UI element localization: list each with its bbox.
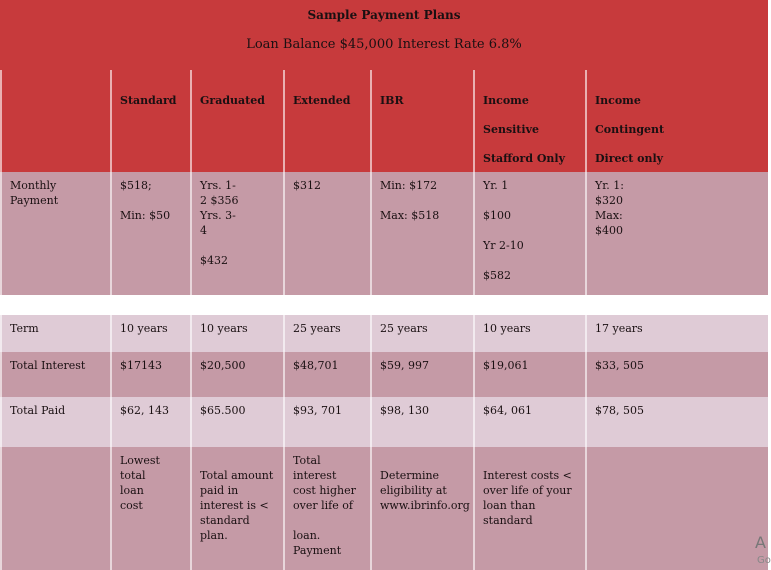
table-subtitle: Loan Balance $45,000 Interest Rate 6.8% (246, 37, 522, 52)
table-cell: Total amount paid in interest is < standard plan. (190, 447, 283, 570)
table-cell: $33, 505 (585, 352, 768, 397)
table-cell (110, 425, 190, 447)
table-cell: Yr. 1 $100 Yr 2-10 $582 (473, 172, 585, 295)
table-title: Sample Payment Plans (307, 8, 461, 22)
table-cell: $59, 997 (370, 352, 473, 397)
column-header: Income Contingent Direct only (585, 70, 768, 172)
table-title-bar (0, 0, 768, 70)
table-cell: 10 years (190, 315, 283, 352)
watermark-text-2: Go (757, 555, 771, 566)
table-cell: Yrs. 1- 2 $356 Yrs. 3- 4 $432 (190, 172, 283, 295)
watermark-text: A (755, 533, 766, 552)
column-header: Extended (283, 70, 370, 172)
table-cell: $312 (283, 172, 370, 295)
table-cell: $78, 505 (585, 397, 768, 425)
column-header (0, 70, 110, 172)
table-cell: $20,500 (190, 352, 283, 397)
row-label: Total Interest (0, 352, 110, 397)
table-cell (585, 447, 768, 570)
row-label: Total Paid (0, 397, 110, 425)
table-cell (473, 425, 585, 447)
table-row (0, 352, 768, 397)
table-cell: Min: $172 Max: $518 (370, 172, 473, 295)
table-row (0, 172, 768, 295)
table-cell (585, 425, 768, 447)
table-cell: $518; Min: $50 (110, 172, 190, 295)
table-cell: 25 years (283, 315, 370, 352)
column-header: Income Sensitive Stafford Only (473, 70, 585, 172)
table-cell (370, 425, 473, 447)
header-row (0, 70, 768, 172)
table-cell: Total interest cost higher over life of loan. Payment (283, 447, 370, 570)
table-cell (190, 425, 283, 447)
table-cell: $65.500 (190, 397, 283, 425)
table-cell: $64, 061 (473, 397, 585, 425)
table-row (0, 397, 768, 425)
column-header: Standard (110, 70, 190, 172)
column-header: Graduated (190, 70, 283, 172)
table-cell: $98, 130 (370, 397, 473, 425)
table-cell: Lowest total loan cost (110, 447, 190, 570)
table-cell: 10 years (473, 315, 585, 352)
row-label (0, 447, 110, 570)
table-cell: $93, 701 (283, 397, 370, 425)
table-row (0, 425, 768, 447)
table-cell: 17 years (585, 315, 768, 352)
table-cell (283, 425, 370, 447)
row-label: Monthly Payment (0, 172, 110, 295)
table-row (0, 447, 768, 570)
table-cell: $17143 (110, 352, 190, 397)
column-header: IBR (370, 70, 473, 172)
table-cell: Interest costs < over life of your loan than standard (473, 447, 585, 570)
table-row (0, 315, 768, 352)
table-cell: Determine eligibility at www.ibrinfo.org (370, 447, 473, 570)
table-cell: 10 years (110, 315, 190, 352)
table-cell: 25 years (370, 315, 473, 352)
table-cell: Yr. 1: $320 Max: $400 (585, 172, 768, 295)
table-cell: $19,061 (473, 352, 585, 397)
row-label (0, 425, 110, 447)
table-cell: $62, 143 (110, 397, 190, 425)
table-cell: $48,701 (283, 352, 370, 397)
row-label: Term (0, 315, 110, 352)
